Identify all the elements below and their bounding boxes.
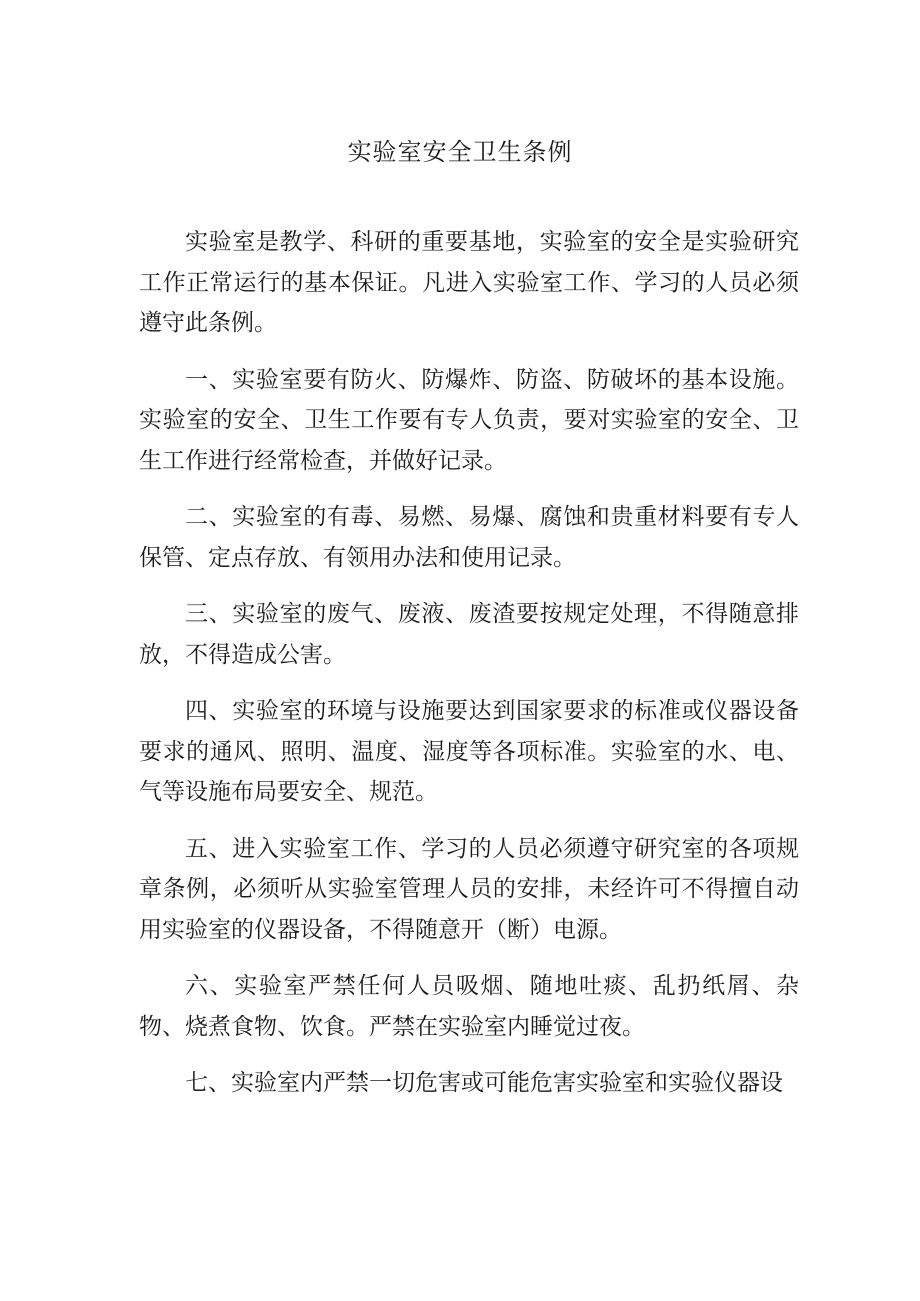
paragraph-article-2: 二、实验室的有毒、易燃、易爆、腐蚀和贵重材料要有专人保管、定点存放、有领用办法和使用记录。 xyxy=(139,504,799,571)
paragraph-article-7: 七、实验室内严禁一切危害或可能危害实验室和实验仪器设 xyxy=(185,1070,783,1096)
paragraph-article-1: 一、实验室要有防火、防爆炸、防盗、防破坏的基本设施。实验室的安全、卫生工作要有专人负责，要对实验室的安全、卫生工作进行经常检查，并做好记录。 xyxy=(139,366,799,474)
paragraph-article-4: 四、实验室的环境与设施要达到国家要求的标准或仪器设备要求的通风、照明、温度、湿度等各项标准。实验室的水、电、气等设施布局要安全、规范。 xyxy=(139,698,799,805)
document-body xyxy=(139,222,799,1120)
paragraph-article-6: 六、实验室严禁任何人员吸烟、随地吐痰、乱扔纸屑、杂物、烧煮食物、饮食。严禁在实验室内睡觉过夜。 xyxy=(139,973,799,1040)
paragraph-intro: 实验室是教学、科研的重要基地，实验室的安全是实验研究工作正常运行的基本保证。凡进入实验室工作、学习的人员必须遵守此条例。 xyxy=(139,229,799,336)
paragraph-article-3: 三、实验室的废气、废液、废渣要按规定处理，不得随意排放，不得造成公害。 xyxy=(139,601,799,668)
paragraph-article-5: 五、进入实验室工作、学习的人员必须遵守研究室的各项规章条例，必须听从实验室管理人员的安排，未经许可不得擅自动用实验室的仪器设备，不得随意开（断）电源。 xyxy=(139,835,799,943)
document-title: 实验室安全卫生条例 xyxy=(347,138,573,166)
